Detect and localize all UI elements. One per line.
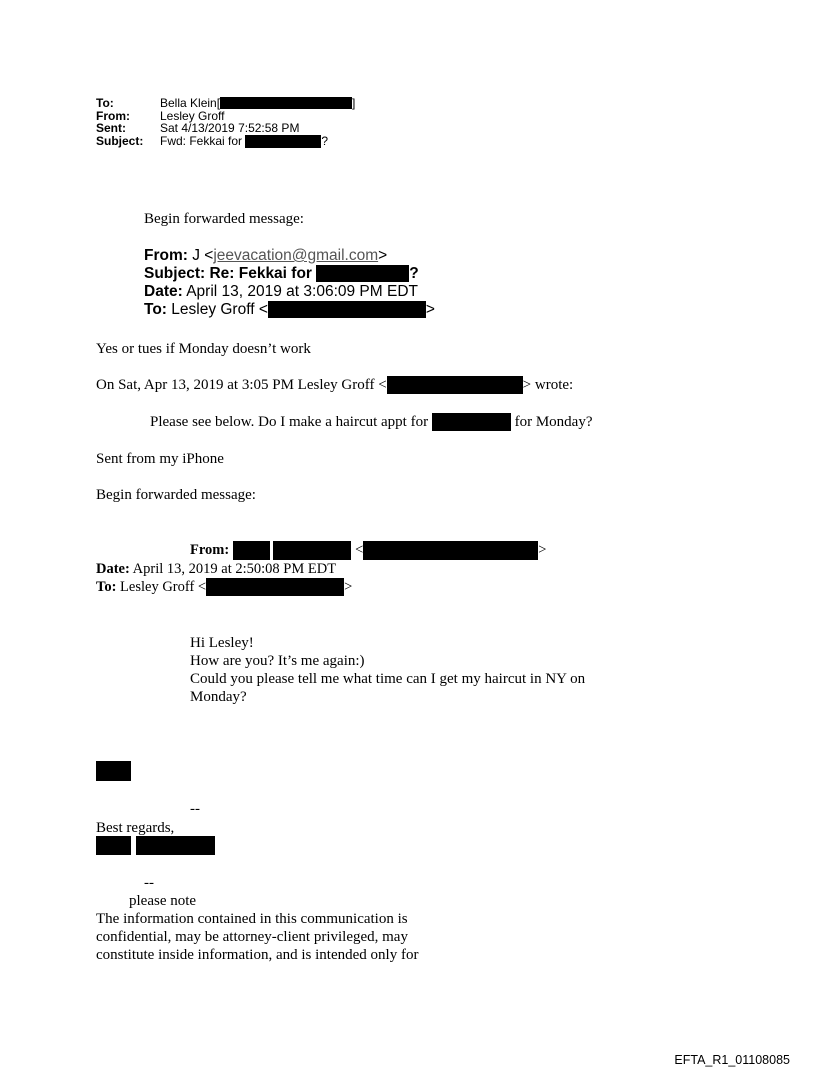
disclaimer-line: The information contained in this communication is	[96, 911, 408, 927]
reply-text: Yes or tues if Monday doesn’t work	[96, 341, 311, 357]
sender-email-link[interactable]: jeevacation@gmail.com	[213, 247, 379, 264]
forward2-date-row	[96, 560, 336, 578]
sent-value: Sat 4/13/2019 7:52:58 PM	[160, 121, 300, 135]
sent-from-signature: Sent from my iPhone	[96, 451, 224, 467]
forward-from-end: >	[378, 247, 388, 264]
forward-subject-suffix: ?	[409, 265, 419, 282]
reply-attribution	[96, 376, 573, 394]
best-regards: Best regards,	[96, 820, 175, 836]
email-header	[96, 97, 355, 148]
redaction-block	[136, 836, 215, 855]
to-value: Bella Klein[	[160, 96, 221, 110]
forward-to-label: To:	[144, 301, 167, 318]
document-id: EFTA_R1_01108085	[674, 1053, 790, 1067]
redaction-block	[233, 541, 270, 560]
forward-date-row	[144, 283, 435, 301]
disclaimer	[96, 910, 418, 964]
forward2-from-lt: <	[355, 542, 364, 558]
message-line: How are you? It’s me again:)	[190, 653, 365, 669]
on-line-suffix: > wrote:	[522, 377, 574, 393]
forward-from-row	[144, 247, 435, 265]
redaction-block	[268, 301, 426, 318]
forward-subject-row	[144, 265, 435, 283]
forward-to-row	[144, 301, 435, 319]
forward2-from-gt: >	[538, 542, 547, 558]
forward2-to-value: Lesley Groff <	[120, 579, 207, 595]
forward-date-value: April 13, 2019 at 3:06:09 PM EDT	[186, 283, 418, 300]
redaction-block	[273, 541, 351, 560]
message-line: Could you please tell me what time can I get my haircut in NY on	[190, 671, 586, 687]
redaction-block	[96, 761, 131, 781]
forward-from-name: J <	[192, 247, 214, 264]
redaction-block	[206, 578, 344, 596]
begin-forwarded-2: Begin forwarded message:	[96, 487, 256, 503]
message-body	[190, 634, 585, 706]
quoted-question	[150, 413, 593, 431]
redaction-block	[220, 97, 352, 109]
from-label: From:	[96, 108, 130, 123]
forward2-date-label: Date:	[96, 561, 130, 577]
forward-intro: Begin forwarded message:	[144, 211, 304, 227]
forward2-to-end: >	[344, 579, 353, 595]
subject-suffix: ?	[321, 133, 329, 148]
forward2-date-value: April 13, 2019 at 2:50:08 PM EDT	[132, 561, 337, 577]
subject-value: Fwd: Fekkai for	[160, 133, 243, 148]
forward-to-value: Lesley Groff <	[171, 301, 268, 318]
please-note: please note	[129, 893, 197, 909]
forward-to-end: >	[425, 301, 435, 318]
forward-from-label: From:	[144, 247, 188, 264]
sent-label: Sent:	[96, 121, 126, 135]
to-label: To:	[96, 96, 114, 110]
from-value: Lesley Groff	[160, 108, 225, 123]
redaction-block	[96, 836, 131, 855]
forward2-from-label: From:	[190, 542, 230, 558]
forward-subject-label: Subject: Re: Fekkai for	[144, 265, 312, 282]
redaction-block	[316, 265, 409, 282]
to-suffix: ]	[352, 96, 356, 110]
message-line: Monday?	[190, 689, 247, 705]
redaction-block	[363, 541, 538, 560]
signature-dash: --	[190, 801, 200, 817]
disclaimer-line: confidential, may be attorney-client privileged, may	[96, 929, 408, 945]
forward2-from-row	[190, 541, 546, 560]
subject-label: Subject:	[96, 133, 144, 148]
quoted-suffix: for Monday?	[514, 414, 593, 430]
redaction-block	[432, 413, 511, 431]
quoted-prefix: Please see below. Do I make a haircut appt for	[150, 414, 429, 430]
header-to-row	[96, 97, 355, 110]
forward-date-label: Date:	[144, 283, 183, 300]
forward2-to-label: To:	[96, 579, 117, 595]
forward-header	[144, 247, 435, 319]
on-line-prefix: On Sat, Apr 13, 2019 at 3:05 PM Lesley Groff <	[96, 377, 387, 393]
redaction-block	[245, 135, 321, 148]
header-subject-row	[96, 135, 355, 148]
forward2-to-row	[96, 578, 352, 596]
redaction-block	[387, 376, 523, 394]
signature-dash: --	[144, 875, 154, 891]
disclaimer-line: constitute inside information, and is intended only for	[96, 947, 419, 963]
message-line: Hi Lesley!	[190, 635, 254, 651]
